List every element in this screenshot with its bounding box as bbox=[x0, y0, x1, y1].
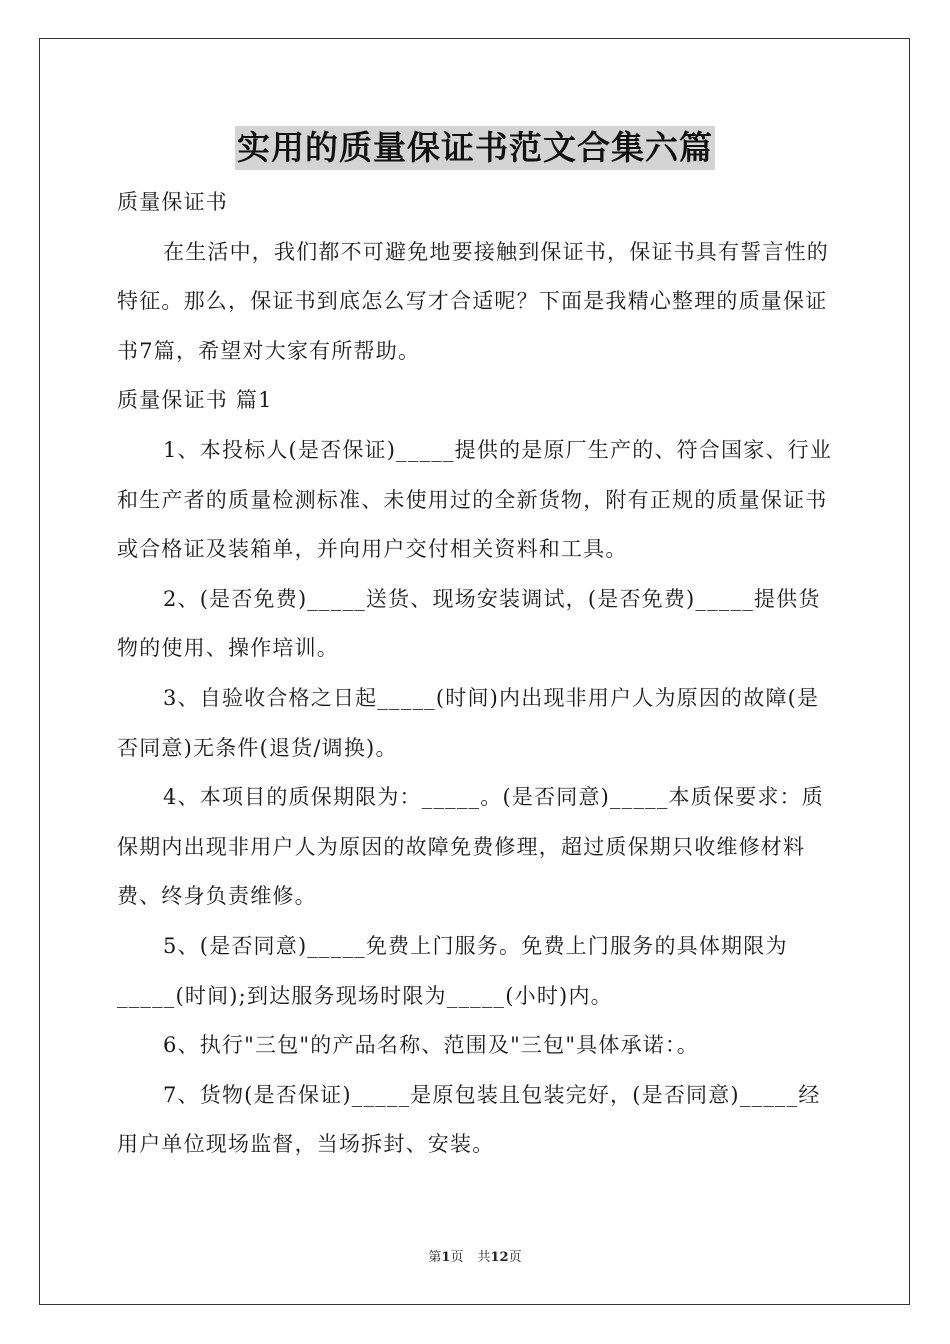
total-suffix: 页 bbox=[508, 1250, 522, 1265]
section-heading: 质量保证书 bbox=[117, 190, 228, 214]
clause-paragraph: 3、自验收合格之日起_____(时间)内出现非用户人为原因的故障(是否同意)无条件(退货/调换)。 bbox=[117, 685, 820, 760]
total-prefix: 共 bbox=[477, 1250, 491, 1265]
clause-paragraph: 6、执行"三包"的产品名称、范围及"三包"具体承诺：。 bbox=[163, 1033, 699, 1058]
page-footer bbox=[0, 1246, 950, 1265]
clause-paragraph: 5、(是否同意)_____免费上门服务。免费上门服务的具体期限为_____(时间);到达服务现场时限为_____(小时)内。 bbox=[117, 933, 788, 1008]
title-container bbox=[0, 126, 950, 170]
document-body bbox=[117, 178, 837, 1170]
page-suffix: 页 bbox=[450, 1250, 464, 1265]
clause-paragraph: 1、本投标人(是否保证)_____提供的是原厂生产的、符合国家、行业和生产者的质量检测标准、未使用过的全新货物，附有正规的质量保证书或合格证及装箱单，并向用户交付相关资料和工具。 bbox=[117, 437, 833, 562]
page-prefix: 第 bbox=[428, 1250, 442, 1265]
page-number: 1 bbox=[441, 1250, 451, 1265]
page-total: 12 bbox=[490, 1250, 509, 1265]
clause-paragraph: 7、货物(是否保证)_____是原包装且包装完好，(是否同意)_____经用户单位现场监督，当场拆封、安装。 bbox=[117, 1082, 821, 1157]
section-heading: 质量保证书 篇1 bbox=[117, 388, 273, 413]
clause-paragraph: 2、(是否免费)_____送货、现场安装调试，(是否免费)_____提供货物的使用、操作培训。 bbox=[117, 586, 821, 661]
clause-paragraph: 4、本项目的质保期限为：_____。(是否同意)_____本质保要求：质保期内出现非用户人为原因的故障免费修理，超过质保期只收维修材料费、终身负责维修。 bbox=[117, 785, 824, 909]
intro-paragraph: 在生活中，我们都不可避免地要接触到保证书，保证书具有誓言性的特征。那么，保证书到底怎么写才合适呢？下面是我精心整理的质量保证书7篇，希望对大家有所帮助。 bbox=[117, 239, 829, 363]
document-title: 实用的质量保证书范文合集六篇 bbox=[235, 126, 715, 170]
